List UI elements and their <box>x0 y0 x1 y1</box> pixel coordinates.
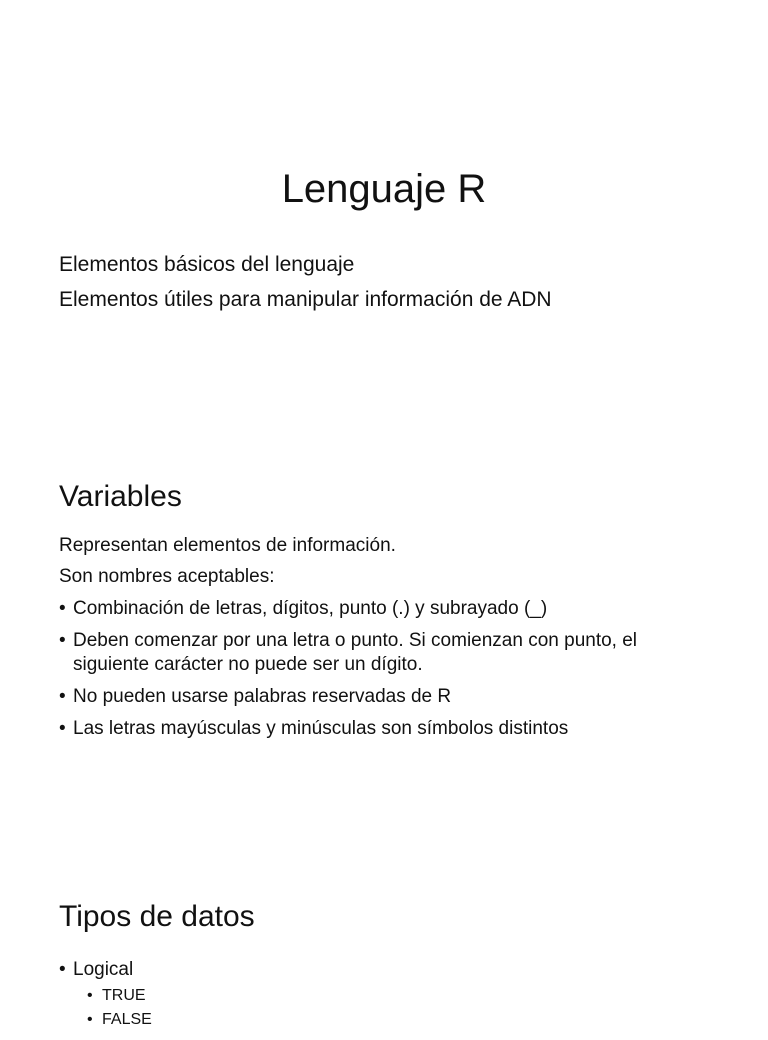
sub-list-item: • FALSE <box>87 1008 709 1032</box>
list-item-label: Logical <box>73 959 134 980</box>
intro-line: Elementos útiles para manipular información de ADN <box>59 288 552 311</box>
variables-heading: Variables <box>59 480 182 513</box>
tipos-bullet-list <box>59 958 709 1040</box>
list-item: • Deben comenzar por una letra o punto. Si comienzan con punto, el siguiente carácter no puede ser un dígito. <box>59 629 709 677</box>
sub-bullet-list <box>73 984 709 1032</box>
variables-bullet-list <box>59 597 709 749</box>
tipos-heading: Tipos de datos <box>59 900 255 933</box>
page-title: Lenguaje R <box>281 167 487 211</box>
list-item <box>59 958 709 1032</box>
intro-line: Elementos básicos del lenguaje <box>59 253 355 276</box>
sub-list-item: • TRUE <box>87 984 709 1008</box>
variables-paragraph: Representan elementos de información. <box>59 535 396 556</box>
list-item: • Las letras mayúsculas y minúsculas son símbolos distintos <box>59 717 709 741</box>
list-item: • No pueden usarse palabras reservadas de R <box>59 685 709 709</box>
intro-block <box>59 247 552 317</box>
list-item: • Combinación de letras, dígitos, punto (.) y subrayado (_) <box>59 597 709 621</box>
variables-paragraph: Son nombres aceptables: <box>59 566 275 587</box>
